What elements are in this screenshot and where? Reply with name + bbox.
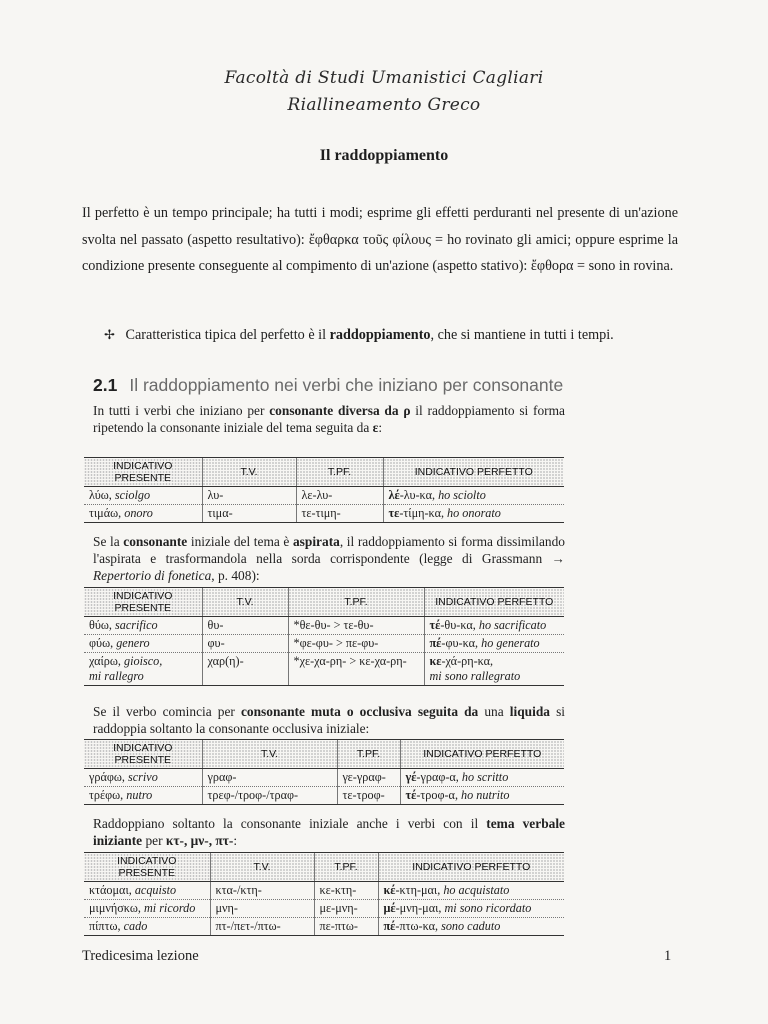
text-run: τέ — [405, 788, 417, 802]
table-cell: λυ- — [202, 487, 296, 505]
table-row — [84, 487, 564, 505]
text-run: τρέφω, — [89, 788, 127, 802]
text-run: nutro — [126, 788, 153, 802]
text-run: -κτη-μαι, — [395, 883, 444, 897]
table-row — [84, 918, 564, 936]
col-header-tpf: T.PF. — [296, 458, 383, 487]
text-run: ho generato — [481, 636, 540, 650]
table-cell — [424, 617, 564, 635]
text-run: γράφω, — [89, 770, 129, 784]
text-run: sacrifico — [115, 618, 158, 632]
table-row — [84, 617, 564, 635]
table-cell — [84, 787, 202, 805]
text-run: per — [142, 833, 166, 848]
text-run: λύω, — [89, 488, 115, 502]
column-header: INDICATIVO PERFETTO — [400, 740, 564, 769]
text-run: τέ — [429, 618, 441, 632]
text-run: genero — [116, 636, 150, 650]
table-cell: *φε-φυ- > πε-φυ- — [288, 635, 424, 653]
table-cell: τε-τιμη- — [296, 505, 383, 523]
text-run: tema verbale iniziante — [93, 816, 565, 848]
table-cell: θυ- — [202, 617, 288, 635]
text-run: -πτω-κα, — [395, 919, 442, 933]
table-cell — [378, 918, 564, 936]
table-cell — [84, 900, 210, 918]
col-header-tv: T.V. — [202, 458, 296, 487]
text-run: , il raddoppiamento si forma dissimilando l'aspirata e trasformandola nella sorda corrispondente (legge di Grassmann — [93, 534, 565, 566]
course-header: Riallineamento Greco — [287, 95, 481, 115]
text-run: consonante muta o occlusiva seguita da — [240, 704, 479, 719]
text-run: Repertorio di fonetica — [93, 568, 212, 583]
text-run: τε — [388, 506, 400, 520]
text-run: ho sciolto — [438, 488, 486, 502]
text-run: κτάομαι, — [89, 883, 135, 897]
text-run: -χά-ρη-κα, — [441, 654, 494, 668]
text-run: acquisto — [134, 883, 177, 897]
column-header: INDICATIVO PERFETTO — [378, 853, 564, 882]
intro-paragraph: Il perfetto è un tempo principale; ha tutti i modi; esprime gli effetti perduranti nel presente di un'azione svolta nel passato (aspetto resultativo): ἔφθαρκα τοῦς φίλους = ho rovinato gli amici; oppure esprime la condizione presente conseguente al compimento di un'azione (aspetto stativo): ἔφθορα = sono in rovina. — [82, 205, 678, 274]
table-row — [84, 787, 564, 805]
text-run: -γραφ-α, — [416, 770, 462, 784]
table-cell — [424, 635, 564, 653]
table-cell: χαρ(η)- — [202, 653, 288, 686]
table-cell — [400, 787, 564, 805]
text-run: consonante diversa da ρ — [269, 403, 411, 418]
table-cell: κτα-/κτη- — [210, 882, 314, 900]
text-run: -τροφ-α, — [416, 788, 462, 802]
table-cell: *θε-θυ- > τε-θυ- — [288, 617, 424, 635]
rule-paragraph-4 — [93, 815, 565, 849]
text-run: : — [378, 420, 383, 435]
table-cell — [84, 653, 202, 686]
text-run: τιμάω, — [89, 506, 125, 520]
table-cell: φυ- — [202, 635, 288, 653]
table-cell — [84, 769, 202, 787]
faculty-header: Facoltà di Studi Umanistici Cagliari — [224, 68, 544, 88]
column-header: T.V. — [202, 740, 337, 769]
text-run: γέ — [405, 770, 417, 784]
table-cell — [84, 882, 210, 900]
text-run: πέ — [429, 636, 442, 650]
table-cell — [84, 635, 202, 653]
table-cell — [84, 505, 202, 523]
column-header: T.V. — [210, 853, 314, 882]
text-run: iniziale del tema è — [187, 534, 293, 549]
rule-paragraph-2 — [93, 533, 565, 584]
table-muta-cum-liquida — [84, 739, 564, 805]
text-run: ho onorato — [447, 506, 501, 520]
text-run: πέ — [383, 919, 396, 933]
text-run: Raddoppiano soltanto la consonante iniziale anche i verbi con il — [93, 816, 487, 831]
text-run: una — [478, 704, 510, 719]
table-cell: κε-κτη- — [314, 882, 378, 900]
column-header: INDICATIVO PERFETTO — [424, 588, 564, 617]
table-row — [84, 653, 564, 686]
page-number: 1 — [664, 948, 672, 964]
table-row — [84, 769, 564, 787]
text-run: si raddoppia soltanto la consonante occlusiva iniziale: — [93, 704, 566, 736]
text-run: λέ — [388, 488, 400, 502]
section-number: 2.1 — [93, 375, 118, 395]
table-cell: με-μνη- — [314, 900, 378, 918]
table-simple-consonant — [84, 457, 564, 523]
text-run: sono caduto — [441, 919, 501, 933]
text-run: -μνη-μαι, — [395, 901, 445, 915]
column-header: INDICATIVO PRESENTE — [84, 853, 210, 882]
column-header: INDICATIVO PRESENTE — [84, 740, 202, 769]
section-heading — [93, 375, 563, 396]
table-cell: τιμα- — [202, 505, 296, 523]
rule-paragraph-1 — [93, 402, 565, 436]
text-run: ho nutrito — [461, 788, 510, 802]
text-run: μιμνήσκω, — [89, 901, 144, 915]
table-row — [84, 505, 564, 523]
table-aspirated-consonant — [84, 587, 564, 686]
text-run: ho scritto — [461, 770, 509, 784]
text-run: θύω, — [89, 618, 115, 632]
text-run: gioisco, — [124, 654, 163, 668]
table-cell: λε-λυ- — [296, 487, 383, 505]
text-run: : — [233, 833, 238, 848]
table-cell: γε-γραφ- — [337, 769, 400, 787]
table-cell: τε-τροφ- — [337, 787, 400, 805]
table-cell — [378, 882, 564, 900]
bullet-note — [104, 327, 614, 344]
text-run: κε — [429, 654, 442, 668]
table-kt-mn-pt — [84, 852, 564, 936]
table-row — [84, 882, 564, 900]
bullet-text-end: , che si mantiene in tutti i tempi. — [430, 327, 614, 343]
text-run: liquida — [509, 704, 550, 719]
table-cell — [424, 653, 564, 686]
table-cell — [84, 487, 202, 505]
text-run: mi sono ricordato — [444, 901, 532, 915]
text-run: -λυ-κα, — [399, 488, 439, 502]
text-run: -τίμη-κα, — [399, 506, 448, 520]
col-header-perfect: INDICATIVO PERFETTO — [383, 458, 564, 487]
text-run: mi rallegro — [89, 669, 144, 683]
text-run: In tutti i verbi che iniziano per — [93, 403, 270, 418]
text-run: Se il verbo comincia per — [93, 704, 241, 719]
text-run: κέ — [383, 883, 396, 897]
column-header: T.PF. — [314, 853, 378, 882]
table-cell — [378, 900, 564, 918]
rule-paragraph-3 — [93, 703, 565, 737]
col-header-present: INDICATIVO PRESENTE — [84, 458, 202, 487]
text-run: il raddoppiamento si forma ripetendo la consonante iniziale del tema seguita da — [93, 403, 566, 435]
text-run: πίπτω, — [89, 919, 124, 933]
column-header: INDICATIVO PRESENTE — [84, 588, 202, 617]
text-run: ho acquistato — [443, 883, 510, 897]
footer-lesson: Tredicesima lezione — [82, 948, 199, 964]
section-title: Il raddoppiamento nei verbi che iniziano per consonante — [129, 375, 564, 395]
text-run: Se la — [93, 534, 124, 549]
text-run: κτ-, μν-, πτ- — [165, 833, 234, 848]
text-run: sciolgo — [114, 488, 151, 502]
table-cell: *χε-χα-ρη- > κε-χα-ρη- — [288, 653, 424, 686]
table-cell — [84, 617, 202, 635]
column-header: T.PF. — [337, 740, 400, 769]
text-run: -φυ-κα, — [441, 636, 482, 650]
table-cell — [383, 487, 564, 505]
text-run: aspirata — [292, 534, 340, 549]
text-run: consonante — [123, 534, 188, 549]
text-run: ho sacrificato — [478, 618, 547, 632]
table-cell: γραφ- — [202, 769, 337, 787]
table-cell — [400, 769, 564, 787]
text-run: cado — [123, 919, 148, 933]
bullet-text: Caratteristica tipica del perfetto è il — [125, 327, 330, 343]
text-run: χαίρω, — [89, 654, 125, 668]
text-run: mi sono rallegrato — [429, 669, 521, 683]
table-cell: πτ-/πετ-/πτω- — [210, 918, 314, 936]
text-run: mi ricordo — [143, 901, 196, 915]
text-run: onoro — [124, 506, 153, 520]
table-cell — [383, 505, 564, 523]
page-title: Il raddoppiamento — [319, 147, 449, 164]
column-header: T.V. — [202, 588, 288, 617]
table-cell: μνη- — [210, 900, 314, 918]
table-cell — [84, 918, 210, 936]
table-row — [84, 635, 564, 653]
text-run: , p. 408): — [211, 568, 260, 583]
bullet-bold: raddoppiamento — [329, 327, 431, 343]
text-run: -θυ-κα, — [440, 618, 479, 632]
arrow-icon: → — [551, 551, 565, 566]
column-header: T.PF. — [288, 588, 424, 617]
text-run: μέ — [383, 901, 396, 915]
text-run: φύω, — [89, 636, 117, 650]
table-cell: τρεφ-/τροφ-/τραφ- — [202, 787, 337, 805]
text-run: scrivo — [128, 770, 158, 784]
pointing-hand-icon: ✢ — [104, 327, 115, 342]
table-cell: πε-πτω- — [314, 918, 378, 936]
text-run: ε — [372, 420, 379, 435]
table-row — [84, 900, 564, 918]
